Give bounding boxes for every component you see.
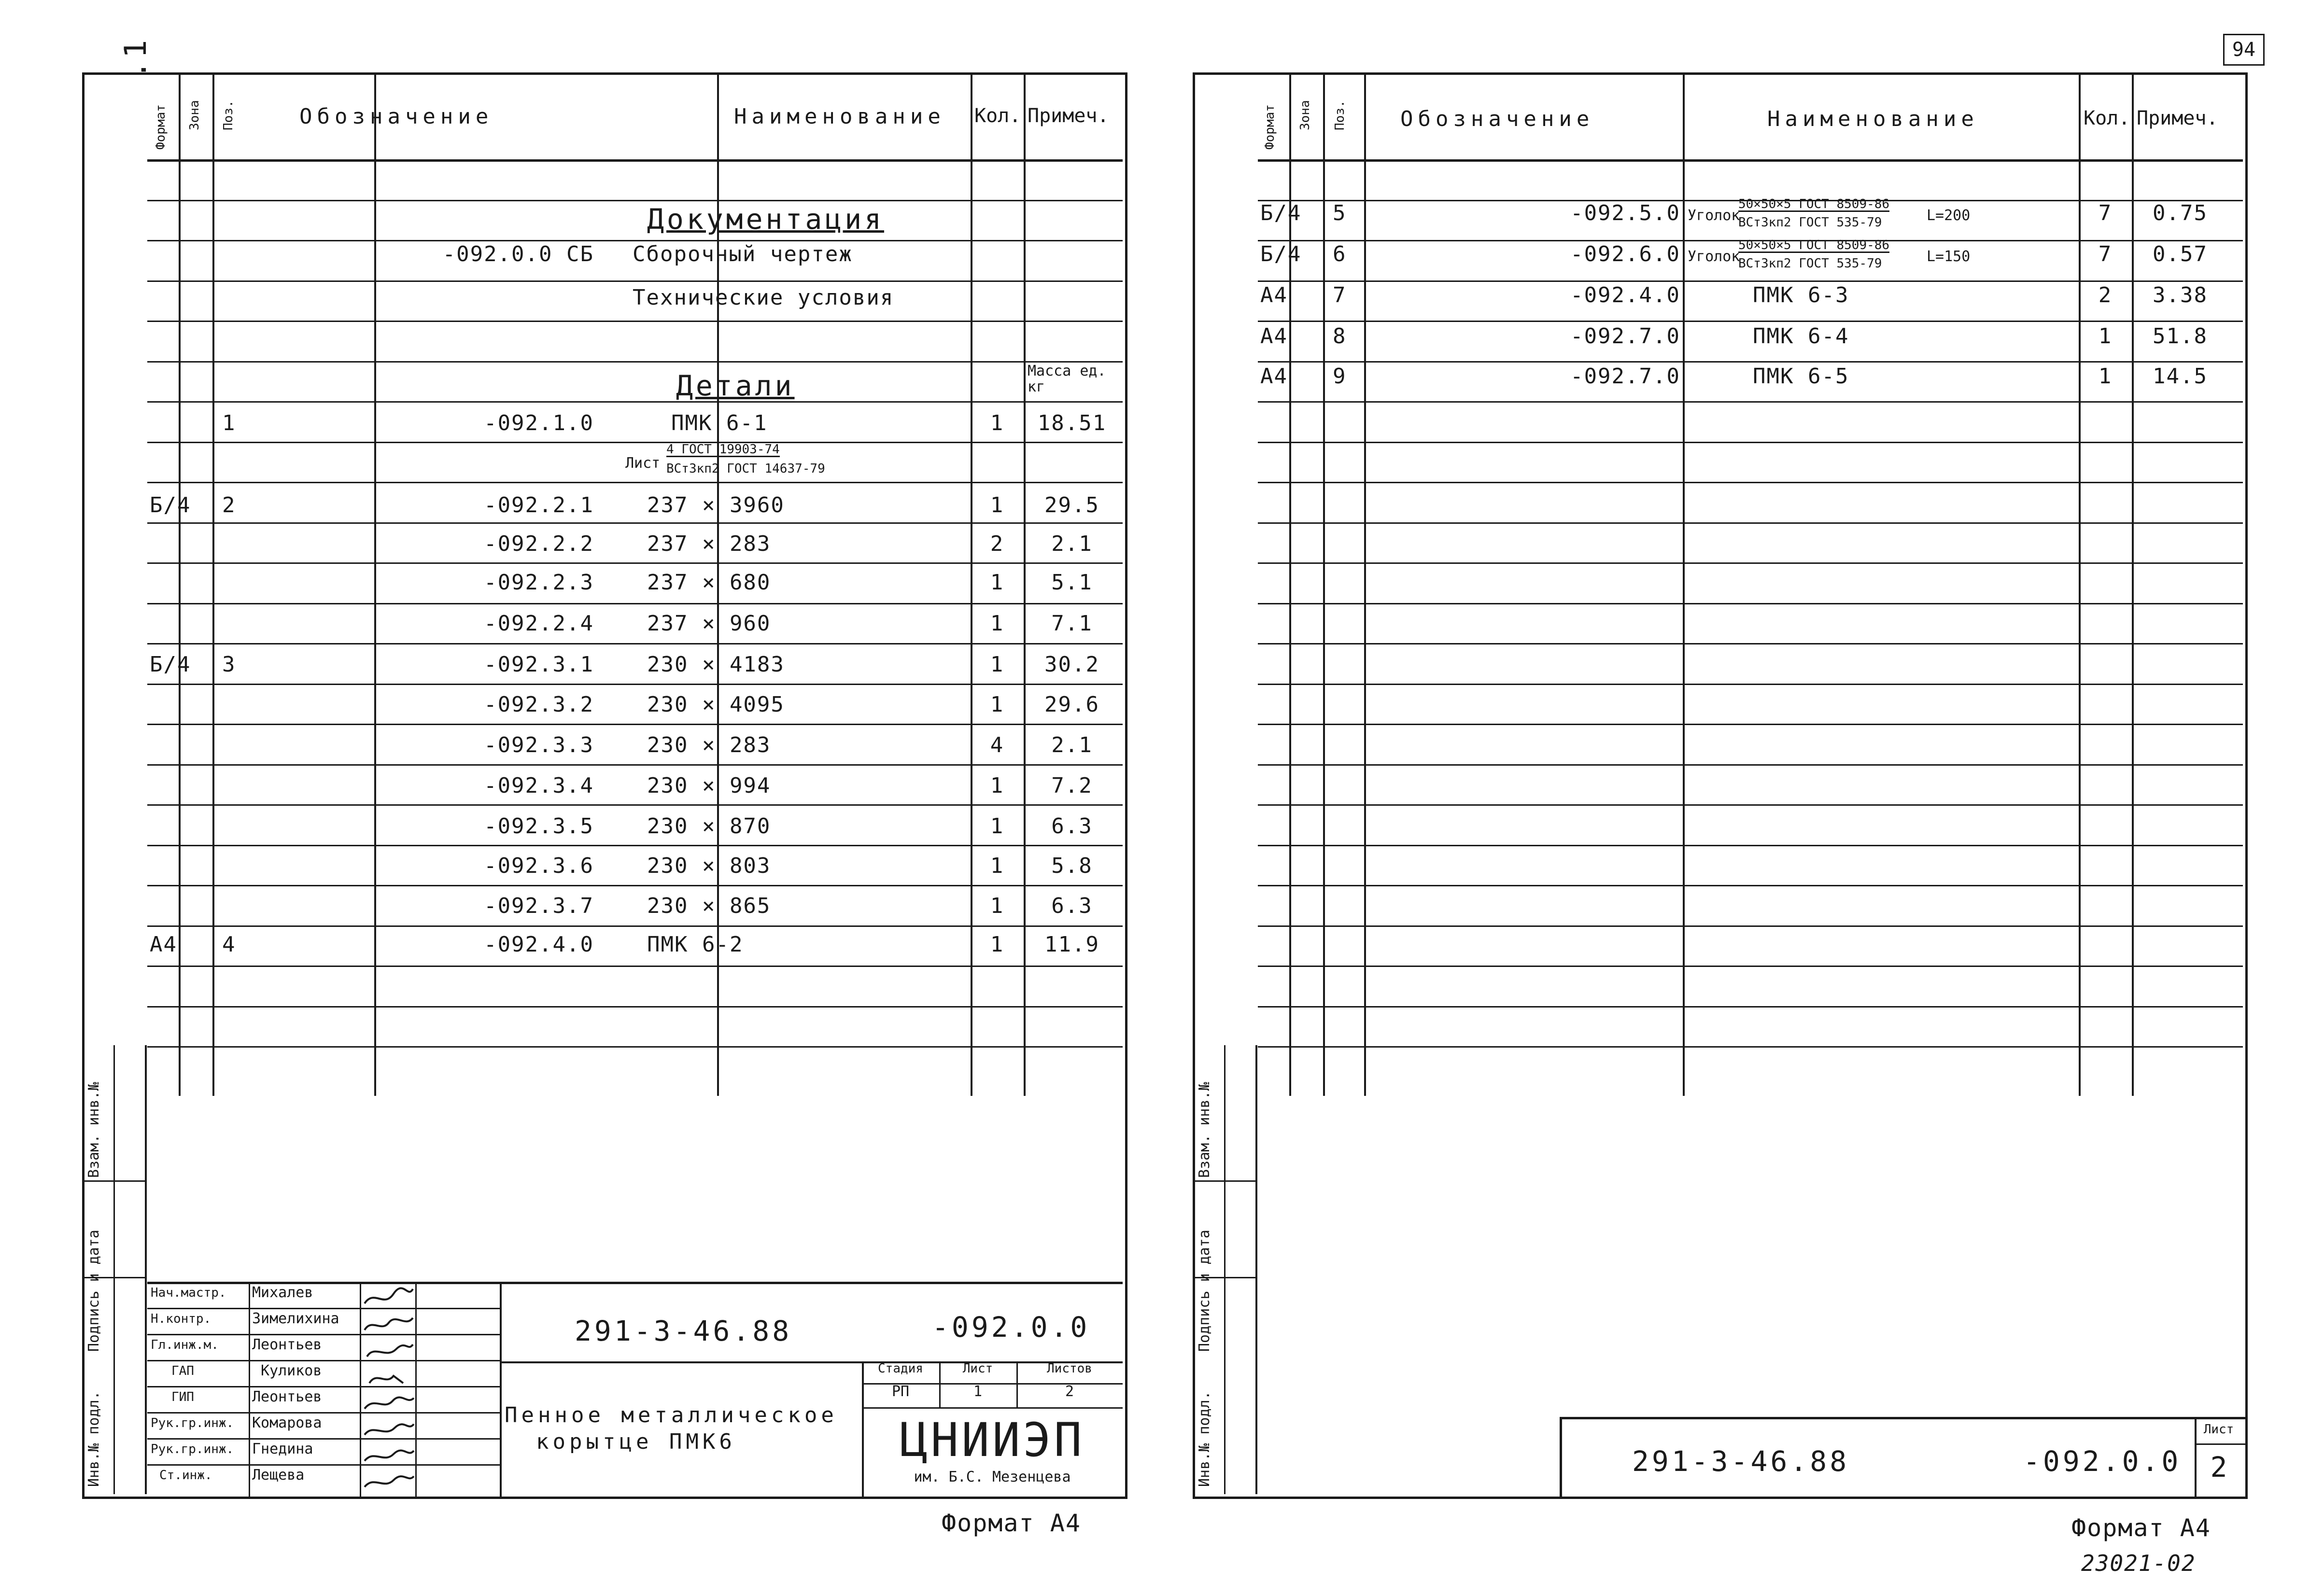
left-row-15-note: 5.8 xyxy=(1051,854,1093,878)
right-row-line xyxy=(1258,845,2243,846)
right-row-line xyxy=(1258,442,2243,443)
left-tb-row-line xyxy=(147,1412,500,1414)
right-row-1-prefix: Уголок xyxy=(1688,248,1740,265)
left-row-13-qty: 1 xyxy=(990,773,1004,798)
left-tb-sheet: 1 xyxy=(973,1383,983,1400)
left-tb-row-line xyxy=(147,1438,500,1440)
right-row-line xyxy=(1258,925,2243,927)
left-row-line xyxy=(147,240,1123,241)
right-row-4-qty: 1 xyxy=(2098,364,2113,389)
right-row-0-designation: -092.5.0 xyxy=(1570,201,1680,225)
left-row-16-name: 230 × 865 xyxy=(647,894,771,918)
right-row-0-prefix: Уголок xyxy=(1688,207,1740,224)
left-row-13-note: 7.2 xyxy=(1051,773,1093,798)
left-row-5-prefix: Лист xyxy=(625,455,661,472)
left-row-16-qty: 1 xyxy=(990,894,1004,918)
left-row-11-designation: -092.3.2 xyxy=(484,692,594,717)
left-tb-title-line2: корытце ПМК6 xyxy=(536,1429,736,1454)
right-row-3-designation: -092.7.0 xyxy=(1570,324,1680,349)
left-row-14-name: 230 × 870 xyxy=(647,814,771,839)
left-tb-role-6: Рук.гр.инж. xyxy=(151,1442,234,1456)
right-row-3-name: ПМК 6-4 xyxy=(1753,324,1849,349)
left-row-12-qty: 4 xyxy=(990,733,1004,757)
left-row-5-num: 4 ГОСТ 19903-74 xyxy=(666,442,780,457)
right-tb-sheet: 2 xyxy=(2210,1451,2227,1484)
left-row-17-qty: 1 xyxy=(990,932,1004,957)
left-row-line xyxy=(147,724,1123,725)
left-header-qty: Кол. xyxy=(974,105,1021,127)
left-tb-row-line xyxy=(147,1386,500,1387)
right-side-label-vzam: Взам. инв.№ xyxy=(1196,1082,1213,1178)
left-header-format: Формат xyxy=(154,104,168,150)
left-tb-row-line xyxy=(147,1464,500,1466)
left-row-4-pos: 1 xyxy=(222,411,236,435)
right-row-4-note: 14.5 xyxy=(2153,364,2208,389)
left-signatures xyxy=(360,1284,415,1492)
right-row-4-format: А4 xyxy=(1260,364,1288,389)
left-row-6-format: Б/4 xyxy=(150,493,191,518)
right-row-line xyxy=(1258,482,2243,483)
left-row-line xyxy=(147,804,1123,806)
right-tb-doc-number: 291-3-46.88 xyxy=(1632,1445,1850,1478)
left-tb-name-0: Михалев xyxy=(252,1284,313,1301)
right-row-0-den: ВСт3кп2 ГОСТ 535-79 xyxy=(1738,215,1882,230)
right-header-format: Формат xyxy=(1263,104,1277,150)
left-side-label-vzam: Взам. инв.№ xyxy=(85,1082,102,1178)
left-row-line xyxy=(147,321,1123,322)
left-row-7-designation: -092.2.2 xyxy=(484,532,594,556)
left-tb-org: ЦНИИЭП xyxy=(900,1413,1085,1467)
left-tb-sheets-label: Листов xyxy=(1047,1361,1092,1376)
right-row-3-note: 51.8 xyxy=(2153,324,2208,349)
left-header-zone: Зона xyxy=(187,100,202,130)
left-tb-sheet-label: Лист xyxy=(962,1361,993,1376)
right-row-1-den: ВСт3кп2 ГОСТ 535-79 xyxy=(1738,256,1882,271)
left-row-line xyxy=(147,200,1123,201)
right-row-2-designation: -092.4.0 xyxy=(1570,283,1680,308)
left-row-12-designation: -092.3.3 xyxy=(484,733,594,757)
right-row-3-qty: 1 xyxy=(2098,324,2113,349)
left-row-15-qty: 1 xyxy=(990,854,1004,878)
left-format-label: Формат А4 xyxy=(942,1509,1081,1537)
right-row-4-designation: -092.7.0 xyxy=(1570,364,1680,389)
right-row-0-format: Б/4 xyxy=(1260,201,1302,225)
right-row-0-pos: 5 xyxy=(1333,201,1347,225)
left-row-14-note: 6.3 xyxy=(1051,814,1093,839)
left-tb-role-7: Ст.инж. xyxy=(159,1468,212,1483)
left-row-line xyxy=(147,684,1123,685)
right-row-line xyxy=(1258,724,2243,725)
left-row-line xyxy=(147,925,1123,927)
left-row-1-designation: -092.0.0 СБ xyxy=(442,242,594,266)
left-tb-title-line1: Пенное металлическое xyxy=(505,1403,838,1428)
left-row-line xyxy=(147,1046,1123,1048)
corner-page-number: 94 xyxy=(2223,34,2265,66)
left-row-line xyxy=(147,643,1123,644)
left-row-7-note: 2.1 xyxy=(1051,532,1093,556)
left-row-7-qty: 2 xyxy=(990,532,1004,556)
left-tb-role-1: Н.контр. xyxy=(151,1312,211,1326)
right-row-line xyxy=(1258,966,2243,967)
left-row-11-qty: 1 xyxy=(990,692,1004,717)
right-row-1-suffix: L=150 xyxy=(1927,248,1971,265)
left-row-line xyxy=(147,482,1123,483)
left-row-9-qty: 1 xyxy=(990,611,1004,636)
left-tb-stage: РП xyxy=(891,1383,910,1400)
left-row-17-note: 11.9 xyxy=(1044,932,1099,957)
right-row-0-suffix: L=200 xyxy=(1927,207,1971,224)
right-side-label-sign: Подпись и дата xyxy=(1196,1230,1213,1352)
right-tb-doc-code: -092.0.0 xyxy=(2023,1445,2182,1478)
left-row-15-name: 230 × 803 xyxy=(647,854,771,878)
right-row-line xyxy=(1258,321,2243,322)
left-row-17-designation: -092.4.0 xyxy=(484,932,594,957)
right-row-2-qty: 2 xyxy=(2098,283,2113,308)
right-row-2-name: ПМК 6-3 xyxy=(1753,283,1849,308)
right-row-line xyxy=(1258,603,2243,604)
left-row-16-designation: -092.3.7 xyxy=(484,894,594,918)
right-row-3-format: А4 xyxy=(1260,324,1288,349)
left-row-9-designation: -092.2.4 xyxy=(484,611,594,636)
left-tb-stage-label: Стадия xyxy=(878,1361,923,1376)
left-row-line xyxy=(147,361,1123,363)
right-header-zone: Зона xyxy=(1298,100,1312,130)
left-tb-role-2: Гл.инж.м. xyxy=(151,1338,219,1352)
left-row-16-note: 6.3 xyxy=(1051,894,1093,918)
left-row-2-name: Технические условия xyxy=(633,285,894,310)
left-row-line xyxy=(147,562,1123,564)
right-row-2-note: 3.38 xyxy=(2153,283,2208,308)
left-row-14-designation: -092.3.5 xyxy=(484,814,594,839)
left-tb-name-3: Куликов xyxy=(261,1362,322,1379)
left-row-14-qty: 1 xyxy=(990,814,1004,839)
right-row-line xyxy=(1258,522,2243,524)
right-row-0-num: 50×50×5 ГОСТ 8509-86 xyxy=(1738,197,1890,211)
left-tb-row-line xyxy=(147,1334,500,1335)
left-row-10-format: Б/4 xyxy=(150,652,191,677)
left-row-17-name: ПМК 6-2 xyxy=(647,932,744,957)
right-row-line xyxy=(1258,1006,2243,1008)
right-row-line xyxy=(1258,280,2243,282)
right-header-pos: Поз. xyxy=(1333,100,1347,130)
left-row-6-pos: 2 xyxy=(222,493,236,518)
left-tb-name-6: Гнедина xyxy=(252,1441,313,1457)
right-row-2-format: А4 xyxy=(1260,283,1288,308)
left-row-10-name: 230 × 4183 xyxy=(647,652,785,677)
left-row-12-name: 230 × 283 xyxy=(647,733,771,757)
left-row-13-name: 230 × 994 xyxy=(647,773,771,798)
left-row-6-note: 29.5 xyxy=(1044,493,1099,518)
right-row-4-name: ПМК 6-5 xyxy=(1753,364,1849,389)
left-row-line xyxy=(147,885,1123,886)
left-row-9-name: 237 × 960 xyxy=(647,611,771,636)
left-row-12-note: 2.1 xyxy=(1051,733,1093,757)
right-format-label: Формат А4 xyxy=(2071,1514,2211,1542)
left-side-label-inv: Инв.№ подл. xyxy=(85,1391,102,1487)
left-row-4-designation: -092.1.0 xyxy=(484,411,594,435)
right-row-line xyxy=(1258,562,2243,564)
left-row-8-qty: 1 xyxy=(990,570,1004,595)
left-row-10-note: 30.2 xyxy=(1044,652,1099,677)
left-tb-role-5: Рук.гр.инж. xyxy=(151,1416,234,1430)
right-row-4-pos: 9 xyxy=(1333,364,1347,389)
right-row-1-qty: 7 xyxy=(2098,242,2113,266)
right-header-name: Наименование xyxy=(1767,107,1979,131)
left-tb-row-line xyxy=(147,1308,500,1309)
right-row-line xyxy=(1258,401,2243,403)
left-header-designation: Обозначение xyxy=(299,104,493,129)
left-tb-row-line xyxy=(147,1360,500,1361)
right-row-3-pos: 8 xyxy=(1333,324,1347,349)
left-tb-role-0: Нач.мастр. xyxy=(151,1286,226,1300)
right-row-1-designation: -092.6.0 xyxy=(1570,242,1680,266)
left-tb-name-4: Леонтьев xyxy=(252,1388,322,1405)
right-header-qty: Кол. xyxy=(2084,107,2130,129)
left-row-8-designation: -092.2.3 xyxy=(484,570,594,595)
right-row-1-num: 50×50×5 ГОСТ 8509-86 xyxy=(1738,238,1890,252)
left-row-3-name: Детали xyxy=(676,369,795,402)
right-side-label-inv: Инв.№ подл. xyxy=(1196,1391,1213,1487)
right-row-1-note: 0.57 xyxy=(2153,242,2208,266)
left-row-11-name: 230 × 4095 xyxy=(647,692,785,717)
right-row-line xyxy=(1258,885,2243,886)
left-row-line xyxy=(147,442,1123,443)
right-header-designation: Обозначение xyxy=(1400,107,1594,131)
left-tb-name-2: Леонтьев xyxy=(252,1336,322,1353)
right-row-line xyxy=(1258,804,2243,806)
left-row-line xyxy=(147,764,1123,766)
left-tb-org-sub: им. Б.С. Мезенцева xyxy=(914,1469,1071,1485)
right-row-0-note: 0.75 xyxy=(2153,201,2208,225)
right-header-note: Примеч. xyxy=(2137,107,2218,129)
left-header-name: Наименование xyxy=(734,104,945,129)
left-row-5-den: ВСт3кп2 ГОСТ 14637-79 xyxy=(666,462,825,476)
left-row-6-qty: 1 xyxy=(990,493,1004,518)
left-row-line xyxy=(147,401,1123,403)
left-row-6-name: 237 × 3960 xyxy=(647,493,785,518)
left-row-8-note: 5.1 xyxy=(1051,570,1093,595)
left-row-4-name: ПМК 6-1 xyxy=(671,411,768,435)
left-row-line xyxy=(147,845,1123,846)
right-row-2-pos: 7 xyxy=(1333,283,1347,308)
left-row-17-pos: 4 xyxy=(222,932,236,957)
left-row-10-pos: 3 xyxy=(222,652,236,677)
left-row-10-qty: 1 xyxy=(990,652,1004,677)
left-row-1-name: Сборочный чертеж xyxy=(633,242,853,266)
left-row-17-format: А4 xyxy=(150,932,177,957)
left-tb-name-1: Зимелихина xyxy=(252,1310,339,1327)
left-row-3-note: Масса ед. кг xyxy=(1028,363,1106,395)
left-row-7-name: 237 × 283 xyxy=(647,532,771,556)
left-row-line xyxy=(147,603,1123,604)
left-header-note: Примеч. xyxy=(1028,105,1109,127)
left-tb-role-4: ГИП xyxy=(171,1390,194,1404)
left-tb-name-5: Комарова xyxy=(252,1414,322,1431)
right-row-line xyxy=(1258,361,2243,363)
left-tb-role-3: ГАП xyxy=(171,1364,194,1378)
right-tb-sheet-label: Лист xyxy=(2203,1422,2234,1437)
right-row-1-pos: 6 xyxy=(1333,242,1347,266)
left-row-line xyxy=(147,280,1123,282)
left-header-pos: Поз. xyxy=(221,100,236,130)
right-row-line xyxy=(1258,684,2243,685)
right-row-1-format: Б/4 xyxy=(1260,242,1302,266)
left-row-15-designation: -092.3.6 xyxy=(484,854,594,878)
left-row-line xyxy=(147,1006,1123,1008)
left-tb-doc-code: -092.0.0 xyxy=(932,1311,1090,1344)
left-row-line xyxy=(147,966,1123,967)
left-row-9-note: 7.1 xyxy=(1051,611,1093,636)
left-row-0-name: Документация xyxy=(647,203,885,236)
right-row-line xyxy=(1258,1046,2243,1048)
left-row-10-designation: -092.3.1 xyxy=(484,652,594,677)
left-row-4-qty: 1 xyxy=(990,411,1004,435)
left-row-11-note: 29.6 xyxy=(1044,692,1099,717)
left-tb-name-7: Лещева xyxy=(252,1467,305,1484)
left-row-13-designation: -092.3.4 xyxy=(484,773,594,798)
left-row-8-name: 237 × 680 xyxy=(647,570,771,595)
archive-number: 23021-02 xyxy=(2081,1550,2196,1576)
left-tb-doc-number: 291-3-46.88 xyxy=(575,1315,792,1347)
right-row-line xyxy=(1258,764,2243,766)
left-row-line xyxy=(147,522,1123,524)
left-row-6-designation: -092.2.1 xyxy=(484,493,594,518)
left-tb-sheets: 2 xyxy=(1065,1383,1074,1400)
right-row-0-qty: 7 xyxy=(2098,201,2113,225)
left-row-4-note: 18.51 xyxy=(1037,411,1107,435)
right-row-line xyxy=(1258,643,2243,644)
left-side-label-sign: Подпись и дата xyxy=(85,1230,102,1352)
